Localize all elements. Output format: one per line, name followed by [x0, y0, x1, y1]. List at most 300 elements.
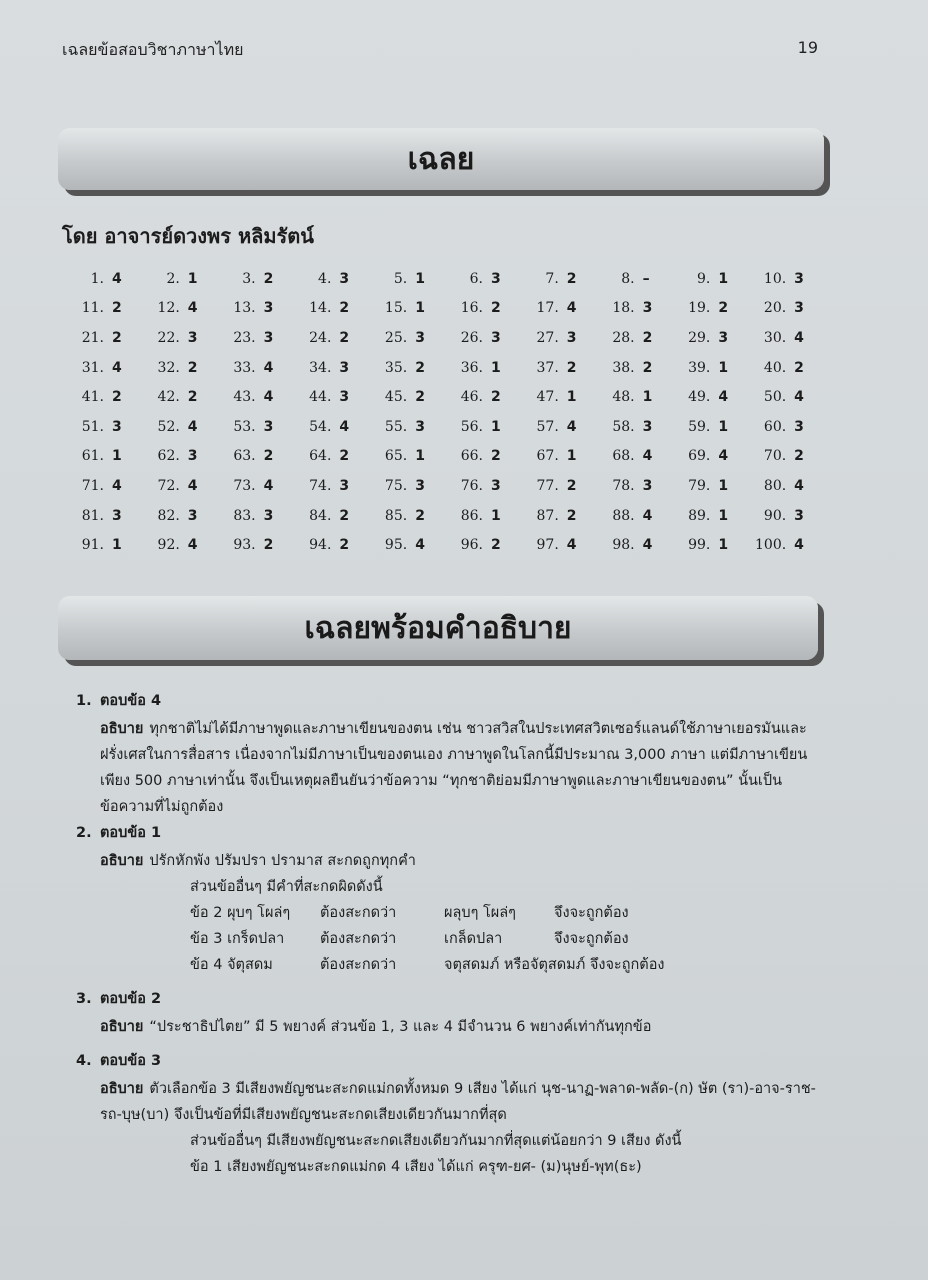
answer-cell [62, 501, 138, 531]
answer-choice: 2 [415, 389, 425, 406]
answer-choice: 1 [490, 507, 501, 524]
answer-cell [593, 412, 669, 442]
correction-row [190, 926, 836, 952]
question-number: 58. [612, 418, 635, 435]
answer-choice: 4 [794, 329, 804, 346]
explanation-banner [58, 596, 818, 660]
item-answer: ตอบข้อ 2 [100, 991, 162, 1007]
answer-cell [441, 264, 517, 294]
question-number: 53. [233, 418, 256, 435]
explanation-item-2 [76, 820, 836, 978]
answer-cell [138, 530, 214, 560]
question-number: 27. [536, 329, 559, 346]
question-number: 85. [384, 507, 408, 524]
answer-cell [214, 501, 290, 531]
question-number: 9. [697, 270, 711, 287]
answer-choice: 4 [566, 418, 577, 435]
answer-choice: 1 [718, 537, 729, 554]
answer-cell [441, 412, 517, 442]
answer-cell [62, 294, 138, 324]
item-explanation [100, 848, 836, 874]
answer-choice: 2 [263, 270, 274, 287]
answer-cell [138, 471, 214, 501]
answer-cell [744, 501, 820, 531]
answer-choice: 2 [794, 359, 804, 376]
answer-choice: 2 [263, 537, 274, 554]
question-number: 18. [612, 300, 635, 317]
question-number: 84. [309, 507, 332, 524]
answer-cell [668, 382, 744, 412]
answer-choice: 3 [112, 418, 122, 435]
correct-spelling: ผลุบๆ โผล่ๆ [444, 905, 516, 921]
explain-label: อธิบาย [100, 1019, 144, 1035]
answer-choice: 1 [718, 270, 729, 287]
question-number: 97. [536, 537, 559, 554]
question-number: 34. [309, 359, 332, 376]
must-spell: ต้องสะกดว่า [320, 905, 397, 921]
answer-cell [62, 530, 138, 560]
explanation-text: ปรักหักพัง ปรัมปรา ปรามาส สะกดถูกทุกคำ [149, 853, 416, 869]
item-heading [76, 688, 836, 716]
answer-cell [517, 323, 593, 353]
answer-choice: 4 [794, 477, 804, 494]
explanation-section [76, 688, 836, 1180]
question-number: 44. [309, 389, 332, 406]
question-number: 50. [763, 389, 787, 406]
answer-cell [441, 530, 517, 560]
answer-choice: – [642, 270, 650, 287]
answer-cell [365, 501, 441, 531]
answer-choice: 2 [263, 448, 274, 465]
answer-cell [593, 264, 669, 294]
answer-choice: 2 [112, 329, 122, 346]
answer-cell [365, 294, 441, 324]
answer-cell [517, 501, 593, 531]
question-number: 2. [166, 270, 180, 287]
question-number: 3. [242, 270, 256, 287]
question-number: 66. [460, 448, 483, 465]
answer-row [62, 442, 820, 472]
answer-key-banner [58, 128, 824, 190]
question-number: 13. [233, 300, 256, 317]
explain-label: อธิบาย [100, 1081, 144, 1097]
question-number: 51. [81, 418, 104, 435]
item-number: 1. [76, 693, 92, 709]
question-number: 40. [763, 359, 787, 376]
answer-cell [289, 382, 365, 412]
question-number: 78. [612, 477, 635, 494]
question-number: 54. [309, 418, 332, 435]
answer-choice: 4 [566, 537, 577, 554]
item-answer: ตอบข้อ 4 [100, 693, 162, 709]
answer-choice: 4 [187, 537, 198, 554]
question-number: 17. [536, 300, 559, 317]
explanation-subtext: ส่วนข้ออื่นๆ มีเสียงพยัญชนะสะกดเสียงเดียวกันมากที่สุดแต่น้อยกว่า 9 เสียง ดังนี้ [190, 1133, 682, 1149]
answer-choice: 3 [718, 329, 729, 346]
answer-choice: 2 [718, 300, 729, 317]
explain-label: อธิบาย [100, 721, 144, 737]
answer-cell [365, 471, 441, 501]
answer-choice: 3 [187, 507, 198, 524]
item-explanation-cont [100, 874, 836, 978]
answer-cell [668, 353, 744, 383]
question-number: 12. [157, 300, 180, 317]
item-heading [76, 1048, 836, 1076]
item-number: 4. [76, 1053, 92, 1069]
question-number: 91. [81, 537, 104, 554]
answer-cell [517, 530, 593, 560]
answer-choice: 3 [794, 300, 804, 317]
question-number: 37. [536, 359, 559, 376]
question-number: 83. [233, 507, 256, 524]
question-number: 8. [621, 270, 635, 287]
answer-cell [289, 530, 365, 560]
answer-row [62, 264, 820, 294]
answer-cell [593, 382, 669, 412]
answer-cell [441, 501, 517, 531]
answer-choice: 1 [415, 300, 425, 317]
question-number: 95. [384, 537, 408, 554]
question-number: 98. [612, 537, 635, 554]
answer-row [62, 353, 820, 383]
explanation-subtext: ส่วนข้ออื่นๆ มีคำที่สะกดผิดดังนี้ [190, 879, 383, 895]
answer-cell [593, 323, 669, 353]
answer-cell [214, 294, 290, 324]
question-number: 49. [688, 389, 711, 406]
question-number: 64. [309, 448, 332, 465]
question-number: 70. [763, 448, 787, 465]
answer-cell [214, 530, 290, 560]
question-number: 72. [157, 477, 180, 494]
answer-cell [517, 471, 593, 501]
question-number: 29. [688, 329, 711, 346]
correct-spelling: จตุสดมภ์ หรือจัตุสดมภ์ จึงจะถูกต้อง [444, 957, 665, 973]
answer-cell [593, 294, 669, 324]
answer-choice: 4 [566, 300, 577, 317]
question-number: 22. [157, 329, 180, 346]
answer-cell [138, 382, 214, 412]
answer-choice: 4 [339, 418, 350, 435]
question-number: 7. [545, 270, 559, 287]
answer-cell [138, 442, 214, 472]
answer-cell [289, 323, 365, 353]
answer-cell [744, 530, 820, 560]
question-number: 71. [81, 477, 104, 494]
answer-row [62, 294, 820, 324]
answer-cell [441, 323, 517, 353]
answer-cell [365, 323, 441, 353]
question-number: 25. [384, 329, 408, 346]
answer-table [62, 264, 820, 560]
item-answer: ตอบข้อ 1 [100, 825, 162, 841]
answer-cell [668, 471, 744, 501]
question-number: 60. [763, 418, 787, 435]
answer-cell [62, 264, 138, 294]
question-number: 33. [233, 359, 256, 376]
answer-cell [62, 323, 138, 353]
answer-choice: 1 [112, 448, 122, 465]
answer-cell [517, 412, 593, 442]
answer-choice: 4 [187, 418, 198, 435]
answer-row [62, 323, 820, 353]
answer-choice: 3 [794, 418, 804, 435]
answer-choice: 4 [263, 477, 274, 494]
question-number: 11. [81, 300, 104, 317]
answer-choice: 3 [263, 329, 274, 346]
answer-choice: 2 [187, 389, 198, 406]
explanation-item-1 [76, 688, 836, 820]
answer-cell [668, 264, 744, 294]
answer-cell [289, 294, 365, 324]
question-number: 30. [763, 329, 787, 346]
item-explanation-cont [100, 1128, 836, 1180]
answer-choice: 2 [112, 300, 122, 317]
answer-cell [744, 323, 820, 353]
answer-row [62, 382, 820, 412]
answer-cell [289, 264, 365, 294]
answer-cell [214, 264, 290, 294]
answer-choice: 3 [415, 477, 425, 494]
item-explanation [100, 716, 836, 820]
must-spell: ต้องสะกดว่า [320, 931, 397, 947]
question-number: 65. [384, 448, 408, 465]
question-number: 6. [469, 270, 483, 287]
answer-choice: 4 [642, 507, 653, 524]
answer-choice: 4 [187, 300, 198, 317]
question-number: 100. [755, 537, 787, 554]
answer-choice: 1 [718, 359, 729, 376]
answer-cell [593, 530, 669, 560]
item-answer: ตอบข้อ 3 [100, 1053, 162, 1069]
answer-choice: 3 [415, 418, 425, 435]
answer-cell [365, 382, 441, 412]
answer-cell [744, 382, 820, 412]
question-number: 16. [460, 300, 483, 317]
answer-choice: 1 [718, 507, 729, 524]
answer-choice: 4 [642, 448, 653, 465]
answer-cell [593, 471, 669, 501]
answer-cell [62, 471, 138, 501]
answer-cell [214, 471, 290, 501]
answer-cell [441, 382, 517, 412]
correction-row [190, 952, 836, 978]
answer-choice: 2 [490, 537, 501, 554]
question-number: 15. [384, 300, 408, 317]
answer-cell [744, 353, 820, 383]
choice-word: ข้อ 3 เกร็ดปลา [190, 931, 285, 947]
then-correct: จึงจะถูกต้อง [554, 905, 629, 921]
answer-choice: 3 [794, 507, 804, 524]
question-number: 10. [763, 270, 787, 287]
answer-cell [62, 353, 138, 383]
answer-choice: 3 [566, 329, 577, 346]
answer-cell [214, 382, 290, 412]
answer-cell [668, 412, 744, 442]
explanation-subtext-2: ข้อ 1 เสียงพยัญชนะสะกดแม่กด 4 เสียง ได้แก่ ครุฑ-ยศ- (ม)นุษย์-พุท(ธะ) [190, 1159, 642, 1175]
question-number: 19. [688, 300, 711, 317]
question-number: 1. [90, 270, 104, 287]
answer-choice: 2 [415, 359, 425, 376]
answer-cell [289, 471, 365, 501]
answer-choice: 1 [415, 270, 425, 287]
answer-cell [365, 353, 441, 383]
answer-choice: 1 [415, 448, 425, 465]
answer-choice: 2 [339, 537, 350, 554]
answer-choice: 2 [642, 359, 653, 376]
question-number: 74. [309, 477, 332, 494]
answer-choice: 2 [490, 389, 501, 406]
answer-cell [365, 412, 441, 442]
answer-cell [289, 501, 365, 531]
answer-choice: 1 [718, 477, 729, 494]
answer-cell [744, 412, 820, 442]
answer-choice: 3 [263, 507, 274, 524]
question-number: 41. [81, 389, 104, 406]
question-number: 52. [157, 418, 180, 435]
question-number: 56. [460, 418, 483, 435]
answer-choice: 3 [642, 418, 653, 435]
answer-choice: 3 [339, 389, 350, 406]
answer-choice: 4 [794, 389, 804, 406]
answer-cell [593, 353, 669, 383]
answer-choice: 4 [794, 537, 804, 554]
question-number: 99. [688, 537, 711, 554]
question-number: 26. [460, 329, 483, 346]
answer-choice: 3 [642, 300, 653, 317]
answer-choice: 4 [112, 359, 122, 376]
answer-choice: 1 [112, 537, 122, 554]
answer-cell [214, 442, 290, 472]
question-number: 96. [460, 537, 483, 554]
answer-choice: 1 [490, 418, 501, 435]
answer-cell [441, 294, 517, 324]
question-number: 42. [157, 389, 180, 406]
answer-choice: 3 [490, 477, 501, 494]
answer-choice: 2 [415, 507, 425, 524]
question-number: 38. [612, 359, 635, 376]
question-number: 82. [157, 507, 180, 524]
answer-choice: 3 [112, 507, 122, 524]
question-number: 4. [318, 270, 332, 287]
question-number: 21. [81, 329, 104, 346]
question-number: 23. [233, 329, 256, 346]
choice-word: ข้อ 4 จัตุสดม [190, 957, 273, 973]
question-number: 76. [460, 477, 483, 494]
answer-choice: 3 [794, 270, 804, 287]
explanation-item-4 [76, 1048, 836, 1180]
answer-row [62, 530, 820, 560]
answer-choice: 1 [642, 389, 653, 406]
answer-choice: 4 [642, 537, 653, 554]
answer-choice: 3 [490, 329, 501, 346]
answer-cell [62, 382, 138, 412]
question-number: 89. [688, 507, 711, 524]
item-explanation [100, 1076, 836, 1128]
answer-key-heading: เฉลย [407, 141, 475, 177]
answer-row [62, 412, 820, 442]
question-number: 24. [309, 329, 332, 346]
answer-choice: 1 [566, 448, 577, 465]
answer-choice: 3 [263, 300, 274, 317]
answer-choice: 2 [339, 507, 350, 524]
explanation-text: “ประชาธิปไตย” มี 5 พยางค์ ส่วนข้อ 1, 3 และ 4 มีจำนวน 6 พยางค์เท่ากันทุกข้อ [149, 1019, 652, 1035]
answer-cell [138, 501, 214, 531]
question-number: 39. [688, 359, 711, 376]
question-number: 43. [233, 389, 256, 406]
answer-cell [668, 501, 744, 531]
question-number: 14. [309, 300, 332, 317]
explanation-text: ทุกชาติไม่ได้มีภาษาพูดและภาษาเขียนของตน เช่น ชาวสวิสในประเทศสวิตเซอร์แลนด์ใช้ภาษาเยอรมันและฝรั่งเศสในการสื่อสาร เนื่องจากไม่มีภาษาเป็นของตนเอง ภาษาพูดในโลกนี้มีประมาณ 3,000 ภาษา แต่มีภาษาเขียนเพียง 500 ภาษาเท่านั้น จึงเป็นเหตุผลยืนยันว่าข้อความ “ทุกชาติย่อมมีภาษาพูดและภาษาเขียนของตน” นั้นเป็นข้อความที่ไม่ถูกต้อง [100, 721, 808, 815]
answer-choice: 3 [187, 448, 198, 465]
question-number: 67. [536, 448, 559, 465]
question-number: 88. [612, 507, 635, 524]
answer-cell [365, 264, 441, 294]
answer-cell [441, 353, 517, 383]
question-number: 87. [536, 507, 559, 524]
answer-choice: 1 [490, 359, 501, 376]
answer-choice: 2 [566, 270, 577, 287]
answer-cell [517, 382, 593, 412]
answer-cell [517, 442, 593, 472]
answer-choice: 2 [642, 329, 653, 346]
explain-label: อธิบาย [100, 853, 144, 869]
answer-cell [744, 264, 820, 294]
question-number: 68. [612, 448, 635, 465]
answer-choice: 3 [642, 477, 653, 494]
answer-choice: 2 [339, 448, 350, 465]
answer-choice: 4 [112, 477, 122, 494]
answer-cell [138, 294, 214, 324]
question-number: 63. [233, 448, 256, 465]
answer-cell [62, 442, 138, 472]
answer-choice: 1 [187, 270, 198, 287]
answer-cell [517, 264, 593, 294]
item-heading [76, 820, 836, 848]
answer-choice: 3 [339, 270, 350, 287]
answer-cell [365, 442, 441, 472]
answer-choice: 2 [490, 300, 501, 317]
answer-cell [744, 471, 820, 501]
answer-cell [593, 501, 669, 531]
answer-choice: 2 [566, 477, 577, 494]
answer-cell [441, 442, 517, 472]
answer-choice: 2 [490, 448, 501, 465]
answer-cell [289, 353, 365, 383]
page-number: 19 [797, 38, 818, 57]
question-number: 93. [233, 537, 256, 554]
then-correct: จึงจะถูกต้อง [554, 931, 629, 947]
answer-choice: 3 [339, 477, 350, 494]
question-number: 73. [233, 477, 256, 494]
question-number: 81. [81, 507, 104, 524]
answer-cell [744, 294, 820, 324]
explanation-text: ตัวเลือกข้อ 3 มีเสียงพยัญชนะสะกดแม่กดทั้งหมด 9 เสียง ได้แก่ นุช-นาฏ-พลาด-พลัด-(ก) ษัต (รา)-อาจ-ราช-รถ-บุษ(บา) จึงเป็นข้อที่มีเสียงพยัญชนะสะกดเสียงเดียวกันมากที่สุด [100, 1081, 816, 1123]
question-number: 45. [384, 389, 408, 406]
answer-choice: 3 [490, 270, 501, 287]
question-number: 57. [536, 418, 559, 435]
item-explanation [100, 1014, 836, 1040]
answer-choice: 3 [339, 359, 350, 376]
answer-cell [214, 353, 290, 383]
answer-choice: 3 [263, 418, 274, 435]
answer-choice: 2 [339, 300, 350, 317]
answer-cell [214, 323, 290, 353]
answer-choice: 4 [187, 477, 198, 494]
correction-row [190, 900, 836, 926]
answer-cell [668, 530, 744, 560]
explanation-item-3 [76, 986, 836, 1040]
question-number: 36. [460, 359, 483, 376]
